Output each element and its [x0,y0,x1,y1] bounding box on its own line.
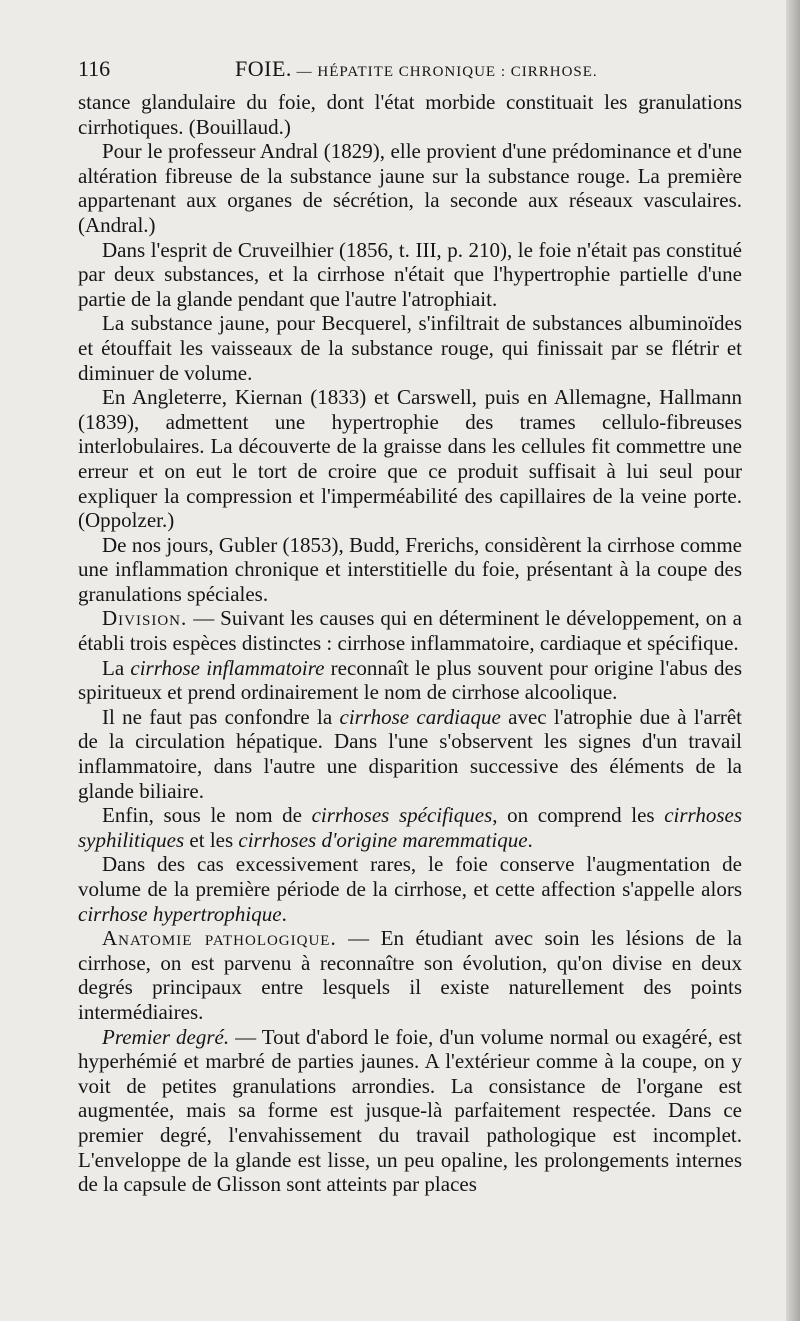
paragraph-text: Division. [102,606,188,631]
running-title [235,56,598,82]
running-header [78,56,742,88]
paragraph-text: , on comprend les [492,803,665,828]
paragraph-text: Enfin, sous le nom de [102,803,312,828]
paragraph-text: — Tout d'abord le foie, d'un volume normal ou exagéré, est hyperhémié et marbré de parties jaunes. A l'extérieur comme à la coupe, on y voit de petites granulations arrondies. La consistance de l'organe est augmentée, mais sa forme est jusque-là parfaitement respectée. Dans ce premier degré, l'envahissement du travail pathologique est incomplet. L'enveloppe de la glande est lisse, un peu opaline, les prolongements internes de la capsule de Glisson sont atteints par places [78,1024,742,1197]
paragraph-text: La substance jaune, pour Becquerel, s'infiltrait de substances albuminoïdes et étouffait les vaisseaux de la substance rouge, qui finissait par se flétrir et diminuer de volume. [78,311,742,385]
paragraph [78,852,742,926]
paragraph-text: Dans des cas excessivement rares, le foie conserve l'augmentation de volume de la première période de la cirrhose, et cette affection s'appelle alors [78,852,742,901]
paragraph-text: Dans l'esprit de Cruveilhier (1856, t. III, p. 210), le foie n'était pas constitué par deux substances, et la cirrhose n'était que l'hypertrophie partielle d'une partie de la glande pendant que l'autre l'atrophiait. [78,237,742,311]
paragraph-text: avec l'atrophie due à l'arrêt de la circulation hépatique. Dans l'une s'observent les signes d'un travail inflammatoire, dans l'autre une disparition successive des éléments de la glande biliaire. [78,704,743,803]
paragraph-text: cirrhose hypertrophique [78,901,282,926]
page-body [78,90,742,1197]
paragraph-text: La [102,655,131,680]
paragraph [78,606,742,655]
paragraph-text: cirrhoses d'origine maremmatique [238,827,528,852]
paragraph [78,238,742,312]
paragraph-text: cirrhoses syphilitiques [78,803,743,852]
paragraph-text: . [527,827,533,852]
paragraph-text: En Angleterre, Kiernan (1833) et Carswell, puis en Allemagne, Hallmann (1839), admettent une hypertrophie des trames cellulo-fibreuses interlobulaires. La découverte de la graisse dans les cellules fit commettre une erreur et on eut le tort de croire que ce produit suffisait à lui seul pour expliquer la compression et l'imperméabilité des capillaires de la veine porte. (Oppolzer.) [78,385,742,533]
paragraph-text: Premier degré. [102,1024,230,1049]
paragraph-text: — En étudiant avec soin les lésions de la cirrhose, on est parvenu à reconnaître son évolution, qu'on divise en deux degrés principaux entre lesquels il existe naturellement des points intermédiaires. [78,926,742,1024]
paragraph [78,311,742,385]
paragraph [78,656,742,705]
paragraph-text: Il ne faut pas confondre la [102,704,340,729]
paragraph-text: cirrhose inflammatoire [130,655,325,680]
paragraph-text: . [281,901,287,926]
paragraph-text: cirrhose cardiaque [339,704,501,729]
paragraph-text: et les [184,827,239,852]
paragraph-text: reconnaît le plus souvent pour origine l'abus des spiritueux et prend ordinairement le nom de cirrhose alcoolique. [78,655,742,705]
paragraph [78,705,742,803]
paragraph [78,803,742,852]
paragraph-text: De nos jours, Gubler (1853), Budd, Frerichs, considèrent la cirrhose comme une inflammation chronique et interstitielle du foie, présentant à la coupe des granulations spéciales. [78,532,742,606]
paragraph [78,533,742,607]
paragraph [78,385,742,533]
running-title-main: FOIE. [235,56,292,81]
page-number: 116 [78,56,111,81]
paragraph [78,1025,742,1197]
running-title-rest: — HÉPATITE CHRONIQUE : CIRRHOSE. [291,64,598,80]
page-edge-shadow [786,0,800,1321]
paragraph [78,139,742,237]
paragraph-text: cirrhoses spécifiques [311,803,493,828]
paragraph-text: Anatomie pathologique. [102,926,337,951]
paragraph-text: Pour le professeur Andral (1829), elle provient d'une prédominance et d'une altération fibreuse de la substance jaune sur la substance rouge. La première appartenant aux organes de sécrétion, la seconde aux réseaux vasculaires. (Andral.) [78,139,742,237]
paragraph-text: — Suivant les causes qui en déterminent le développement, on a établi trois espèces distinctes : cirrhose inflammatoire, cardiaque et spécifique. [78,606,742,656]
paragraph-text: stance glandulaire du foie, dont l'état morbide constituait les granulations cirrhotiques. (Bouillaud.) [78,90,742,139]
paragraph [78,926,742,1024]
paragraph [78,90,742,139]
